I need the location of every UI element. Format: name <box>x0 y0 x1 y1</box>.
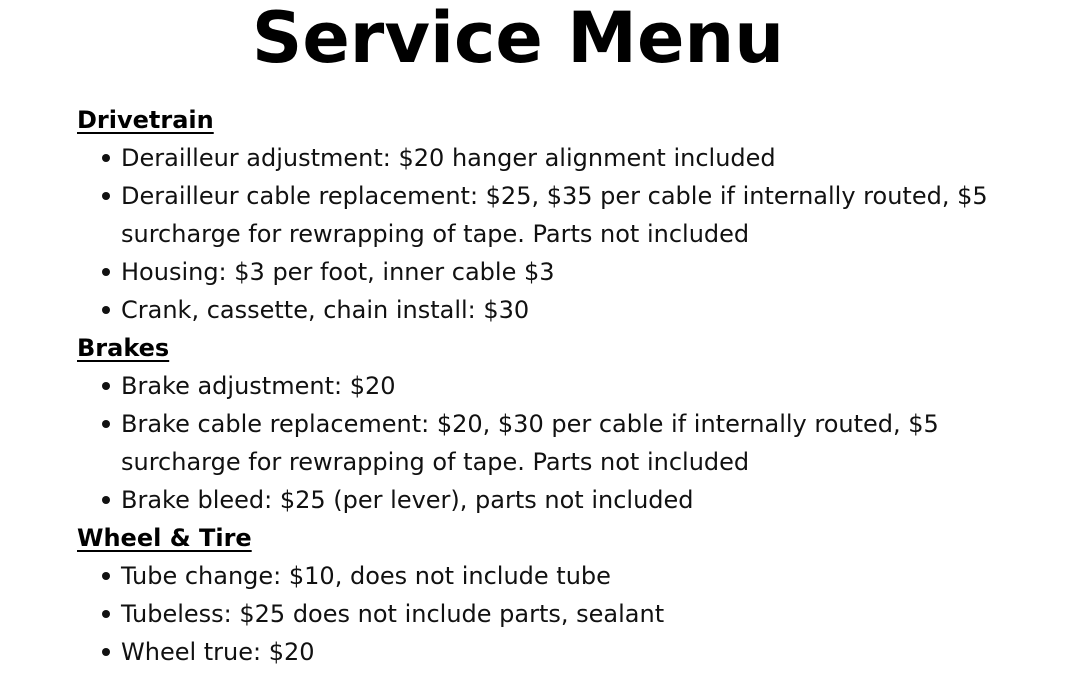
section-heading-brakes: Brakes <box>77 334 170 362</box>
item-text: Tube change: $10, does not include tube <box>121 562 611 590</box>
item-text: Brake cable replacement: $20, $30 per cable if internally routed, $5 surcharge for rewrapping of tape. Parts not included <box>121 410 939 476</box>
bullet-icon <box>102 192 110 200</box>
list-item <box>121 291 1037 329</box>
list-item <box>121 139 1037 177</box>
section-wheel-tire <box>77 519 1037 671</box>
section-heading-drivetrain: Drivetrain <box>77 106 214 134</box>
item-text: Tubeless: $25 does not include parts, sealant <box>121 600 665 628</box>
bullet-icon <box>102 496 110 504</box>
item-text: Brake adjustment: $20 <box>121 372 396 400</box>
bullet-icon <box>102 154 110 162</box>
bullet-icon <box>102 648 110 656</box>
item-text: Derailleur cable replacement: $25, $35 per cable if internally routed, $5 surcharge for rewrapping of tape. Parts not included <box>121 182 988 248</box>
bullet-icon <box>102 610 110 618</box>
item-text: Crank, cassette, chain install: $30 <box>121 296 530 324</box>
service-menu <box>77 101 1037 671</box>
page-title: Service Menu <box>251 0 785 79</box>
item-text: Wheel true: $20 <box>121 638 315 666</box>
bullet-icon <box>102 382 110 390</box>
list-item <box>121 253 1037 291</box>
section-brakes <box>77 329 1037 519</box>
section-drivetrain <box>77 101 1037 329</box>
list-item <box>121 367 1037 405</box>
bullet-icon <box>102 572 110 580</box>
list-item <box>121 177 1037 253</box>
item-text: Brake bleed: $25 (per lever), parts not included <box>121 486 694 514</box>
item-text: Housing: $3 per foot, inner cable $3 <box>121 258 555 286</box>
section-heading-wheel-tire: Wheel & Tire <box>77 524 252 552</box>
brakes-list <box>77 367 1037 519</box>
bullet-icon <box>102 306 110 314</box>
drivetrain-list <box>77 139 1037 329</box>
list-item <box>121 481 1037 519</box>
bullet-icon <box>102 268 110 276</box>
list-item <box>121 557 1037 595</box>
item-text: Derailleur adjustment: $20 hanger alignment included <box>121 144 776 172</box>
bullet-icon <box>102 420 110 428</box>
list-item <box>121 633 1037 671</box>
list-item <box>121 595 1037 633</box>
wheel-tire-list <box>77 557 1037 671</box>
list-item <box>121 405 1037 481</box>
